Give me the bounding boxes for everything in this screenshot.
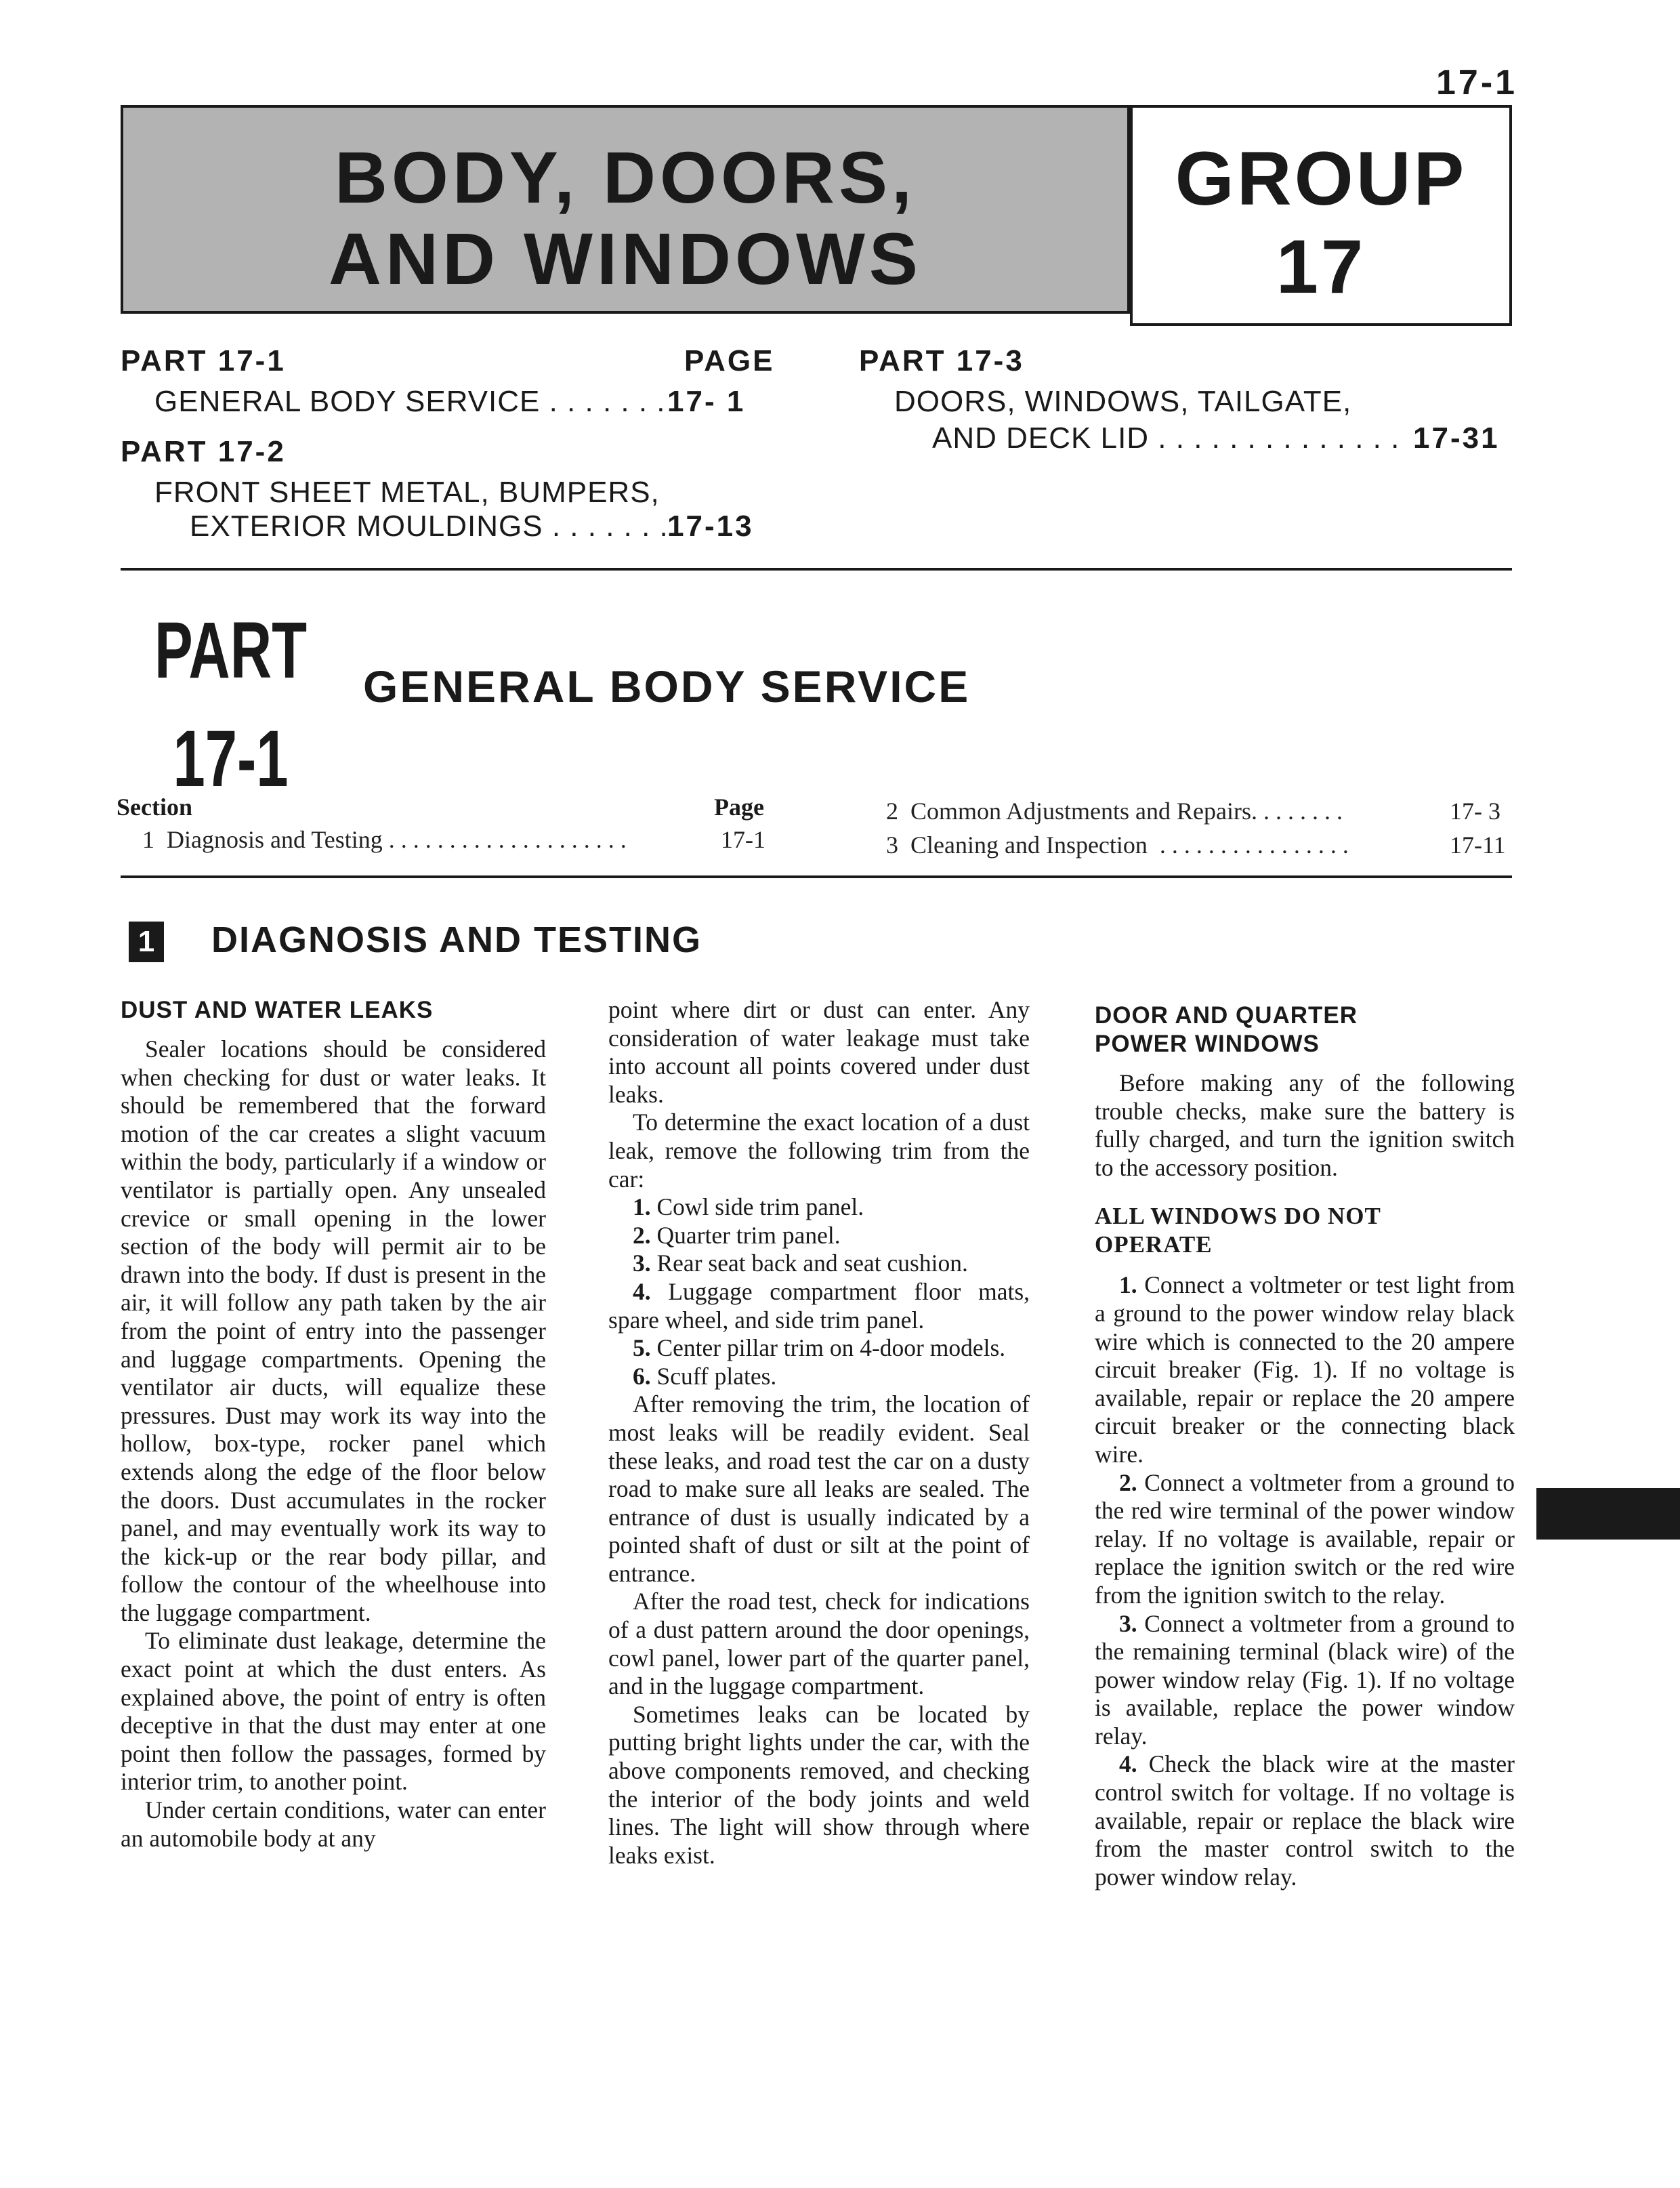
step-number: 2. — [1119, 1468, 1137, 1496]
paragraph: Sealer locations should be considered when checking for dust or water leaks. It should be remembered that the forward motion of the car creates a slight vacuum within the body, particularly if a window or ventilator is partially open. Any unsealed crevice or small opening in the lower section of the body will permit air to be drawn into the body. If dust is present in the air, it will follow any path taken by the air from the point of entry into the passenger and luggage compartments. Opening the ventilator air ducts, will equalize these pressures. Dust may work its way into the hollow, box-type, rocker panel which extends along the edge of the floor below the doors. Dust accumulates in the rocker panel, and may eventually work its way to the kick-up or the rear body pillar, and follow the contour of the wheelhouse into the luggage compartment. — [121, 1035, 546, 1626]
part-label-line-2: 17-1 — [173, 714, 289, 804]
step-text: Connect a voltmeter from a ground to the remaining terminal (black wire) of the power window relay (Fig. 1). If no voltage is available, replace the power window relay. — [1095, 1609, 1515, 1750]
list-item — [608, 1334, 1030, 1363]
list-item — [608, 1222, 1030, 1250]
toc-part-1-heading: PART 17-1 — [121, 344, 286, 377]
column-3 — [1095, 1002, 1515, 1891]
toc-part-2-title-line-2: EXTERIOR MOULDINGS . . . . . . . . — [190, 510, 687, 543]
paragraph: point where dirt or dust can enter. Any consideration of water leakage must take into account all points covered under dust leaks. — [608, 996, 1030, 1108]
title-line-1: BODY, DOORS, — [334, 136, 917, 218]
page-number: 17-1 — [1436, 63, 1518, 102]
step-text: Check the black wire at the master control switch for voltage. If no voltage is available, repair or replace the black wire from the master control switch to the power window relay. — [1095, 1750, 1515, 1891]
divider-rule — [121, 568, 1512, 571]
toc-part-2-heading: PART 17-2 — [121, 435, 286, 468]
toc-part-3-heading: PART 17-3 — [859, 344, 1024, 377]
toc-part-3-page: 17-31 — [1413, 421, 1500, 455]
title-line-2: AND WINDOWS — [329, 218, 922, 300]
paragraph: Under certain conditions, water can enter an automobile body at any — [121, 1796, 546, 1852]
step-number: 1. — [1119, 1271, 1137, 1299]
list-item-number: 4. — [633, 1277, 651, 1305]
list-item-text: Center pillar trim on 4-door models. — [656, 1334, 1006, 1362]
paragraph: Before making any of the following trouble checks, make sure the battery is fully charged, and turn the ignition switch to the accessory position. — [1095, 1069, 1515, 1181]
step-item — [1095, 1469, 1515, 1610]
section-toc-label: Section — [117, 793, 192, 821]
list-item-number: 3. — [633, 1250, 651, 1277]
paragraph: To determine the exact location of a dust leak, remove the following trim from the car: — [608, 1109, 1030, 1193]
group-label: GROUP — [1175, 136, 1467, 221]
group-number: 17 — [1276, 224, 1366, 309]
column-1 — [121, 996, 546, 1853]
column-2 — [608, 996, 1030, 1870]
group-box — [1130, 105, 1512, 326]
step-text: Connect a voltmeter or test light from a ground to the power window relay black wire which is connected to the 20 ampere circuit breaker (Fig. 1). If no voltage is available, repair or replace the 20 ampere circuit breaker or the connecting black wire. — [1095, 1271, 1515, 1468]
list-item-text: Rear seat back and seat cushion. — [656, 1250, 968, 1277]
section-divider-rule — [121, 875, 1512, 878]
section-toc-item-1-page: 17-1 — [721, 826, 765, 853]
toc-part-1-title: GENERAL BODY SERVICE . . . . . . . . — [154, 385, 684, 418]
part-label — [154, 596, 307, 813]
list-item-number: 1. — [633, 1193, 651, 1221]
paragraph: Sometimes leaks can be located by putting bright lights under the car, with the above components removed, and checking the interior of the body joints and weld lines. The light will show through where leaks exist. — [608, 1700, 1030, 1869]
list-item-text: Luggage compartment floor mats, spare wheel, and side trim panel. — [608, 1277, 1030, 1334]
step-number: 3. — [1119, 1609, 1137, 1637]
list-item-number: 5. — [633, 1334, 651, 1362]
section-toc-item-2-page: 17- 3 — [1450, 798, 1500, 825]
step-item — [1095, 1750, 1515, 1891]
paragraph: After the road test, check for indications of a dust pattern around the door openings, cowl panel, lower part of the quarter panel, and in the luggage compartment. — [608, 1588, 1030, 1700]
step-number: 4. — [1119, 1750, 1137, 1778]
section-number-badge: 1 — [129, 922, 164, 962]
toc-part-3-title-line-2: AND DECK LID . . . . . . . . . . . . . . — [932, 421, 1400, 455]
list-item-number: 2. — [633, 1221, 651, 1249]
section-title: DIAGNOSIS AND TESTING — [211, 920, 702, 960]
title-banner — [121, 105, 1130, 314]
toc-part-2-page: 17-13 — [667, 510, 754, 543]
list-item — [608, 1278, 1030, 1334]
list-item-text: Quarter trim panel. — [656, 1221, 841, 1249]
section-toc-item-3-page: 17-11 — [1450, 831, 1506, 859]
list-item — [608, 1363, 1030, 1391]
list-item — [608, 1250, 1030, 1278]
heading-door-and-quarter: DOOR AND QUARTER — [1095, 1002, 1358, 1029]
list-item-number: 6. — [633, 1362, 651, 1390]
heading-power-windows: POWER WINDOWS — [1095, 1031, 1320, 1057]
list-item-text: Scuff plates. — [656, 1362, 777, 1390]
heading-dust-and-water-leaks: DUST AND WATER LEAKS — [121, 997, 434, 1023]
paragraph: After removing the trim, the location of most leaks will be readily evident. Seal these leaks, and road test the car on a dusty road to make sure all leaks are sealed. The entrance of dust is usually indicated by a pointed shaft of dust or silt at the point of entrance. — [608, 1390, 1030, 1587]
toc-page-header: PAGE — [684, 344, 775, 377]
section-toc-page-label: Page — [714, 793, 764, 821]
part-title: GENERAL BODY SERVICE — [363, 661, 971, 711]
step-item — [1095, 1271, 1515, 1468]
section-toc-item-1: 1 Diagnosis and Testing . . . . . . . . . . . . . . . . . . . . — [142, 826, 627, 853]
step-text: Connect a voltmeter from a ground to the red wire terminal of the power window relay. If no voltage is available, repair or replace the ignition switch or the red wire from the ignition switch to the relay. — [1095, 1468, 1515, 1609]
step-item — [1095, 1610, 1515, 1751]
toc-part-1-page: 17- 1 — [667, 385, 746, 418]
paragraph: To eliminate dust leakage, determine the exact point at which the dust enters. As explained above, the point of entry is often deceptive in that the dust may enter at one point then follow the passages, formed by interior trim, to another point. — [121, 1627, 546, 1796]
list-item — [608, 1193, 1030, 1222]
toc-part-3-title-line-1: DOORS, WINDOWS, TAILGATE, — [894, 385, 1352, 418]
section-toc-item-3: 3 Cleaning and Inspection . . . . . . . . . . . . . . . . — [886, 831, 1349, 859]
section-toc-item-2: 2 Common Adjustments and Repairs. . . . . . . . — [886, 798, 1343, 825]
thumb-index-tab — [1536, 1488, 1680, 1540]
subheading-operate: OPERATE — [1095, 1231, 1213, 1258]
subheading-all-windows-do-not: ALL WINDOWS DO NOT — [1095, 1203, 1381, 1230]
part-label-line-1: PART — [154, 606, 307, 695]
toc-part-2-title-line-1: FRONT SHEET METAL, BUMPERS, — [154, 476, 660, 509]
list-item-text: Cowl side trim panel. — [656, 1193, 864, 1221]
